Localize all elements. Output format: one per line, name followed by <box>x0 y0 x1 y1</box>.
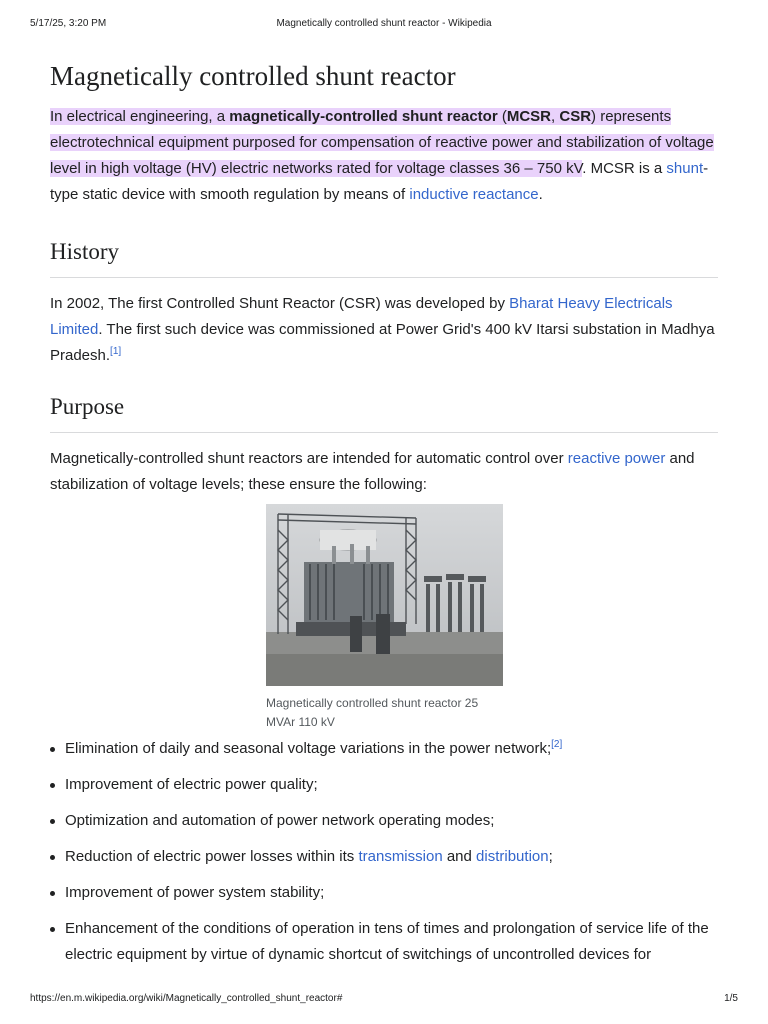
bullet-icon <box>50 783 55 788</box>
print-header <box>30 18 738 32</box>
list-item: Elimination of daily and seasonal voltage variations in the power network;[2] <box>50 736 718 762</box>
article-content <box>50 58 718 963</box>
section-heading-purpose[interactable]: Purpose <box>50 392 718 433</box>
bold-term: MCSR <box>506 108 552 125</box>
print-page-title: Magnetically controlled shunt reactor - Wikipedia <box>276 18 492 29</box>
list-item: Improvement of power system stability; <box>50 880 718 906</box>
link-transmission[interactable]: transmission <box>358 848 443 865</box>
bullet-icon <box>50 855 55 860</box>
bullet-icon <box>50 927 55 932</box>
list-item: Improvement of electric power quality; <box>50 772 718 798</box>
link-bharat-heavy-electricals[interactable]: Bharat Heavy Electricals Limited <box>50 295 673 338</box>
figure <box>266 504 503 732</box>
print-url: https://en.m.wikipedia.org/wiki/Magnetically_controlled_shunt_reactor# <box>30 993 343 1004</box>
purpose-list <box>50 736 718 978</box>
intro-paragraph: In electrical engineering, a magnetically-controlled shunt reactor (MCSR, CSR) represents electrotechnical equipment purposed for compensation of reactive power and stabilization of voltage level in high voltage (HV) electric networks rated for voltage classes 36 – 750 kV. MCSR is a shunt-type static device with smooth regulation by means of inductive reactance. <box>50 108 714 203</box>
reference-link[interactable]: [2] <box>551 739 563 750</box>
reference-link[interactable]: [1] <box>110 346 122 357</box>
link-distribution[interactable]: distribution <box>476 848 549 865</box>
link-inductive-reactance[interactable]: inductive reactance <box>409 186 539 203</box>
list-item: Enhancement of the conditions of operation in tens of times and prolongation of service life of the electric equipment by virtue of dynamic shortcut of switchings of uncontrolled devices for <box>50 916 718 968</box>
list-item: Optimization and automation of power network operating modes; <box>50 808 718 834</box>
list-item: Reduction of electric power losses within its transmission and distribution; <box>50 844 718 870</box>
bullet-icon <box>50 819 55 824</box>
bold-term: magnetically-controlled shunt reactor <box>229 108 498 125</box>
bullet-icon <box>50 747 55 752</box>
link-reactive-power[interactable]: reactive power <box>567 450 666 467</box>
link-shunt[interactable]: shunt <box>666 160 704 177</box>
print-footer <box>30 993 738 1007</box>
history-paragraph: In 2002, The first Controlled Shunt Reactor (CSR) was developed by Bharat Heavy Electricals Limited. The first such device was commissioned at Power Grid's 400 kV Itarsi substation in Madhya Pradesh.[1] <box>50 295 715 364</box>
page-title: Magnetically controlled shunt reactor <box>50 61 456 91</box>
bullet-icon <box>50 891 55 896</box>
section-heading-history[interactable]: History <box>50 237 718 278</box>
highlighted-text: In electrical engineering, a magnetically-controlled shunt reactor (MCSR, CSR) represents electrotechnical equipment purposed for compensation of reactive power and stabilization of voltage level in high voltage (HV) electric networks rated for voltage classes 36 – 750 kV <box>50 108 714 177</box>
reactor-photo[interactable] <box>266 504 503 686</box>
bold-term: CSR <box>559 108 592 125</box>
page-number: 1/5 <box>724 993 738 1004</box>
print-datetime: 5/17/25, 3:20 PM <box>30 18 107 29</box>
purpose-paragraph: Magnetically-controlled shunt reactors are intended for automatic control over reactive power and stabilization of voltage levels; these ensure the following: <box>50 450 695 493</box>
figure-caption: Magnetically controlled shunt reactor 25 MVAr 110 kV <box>266 696 479 729</box>
